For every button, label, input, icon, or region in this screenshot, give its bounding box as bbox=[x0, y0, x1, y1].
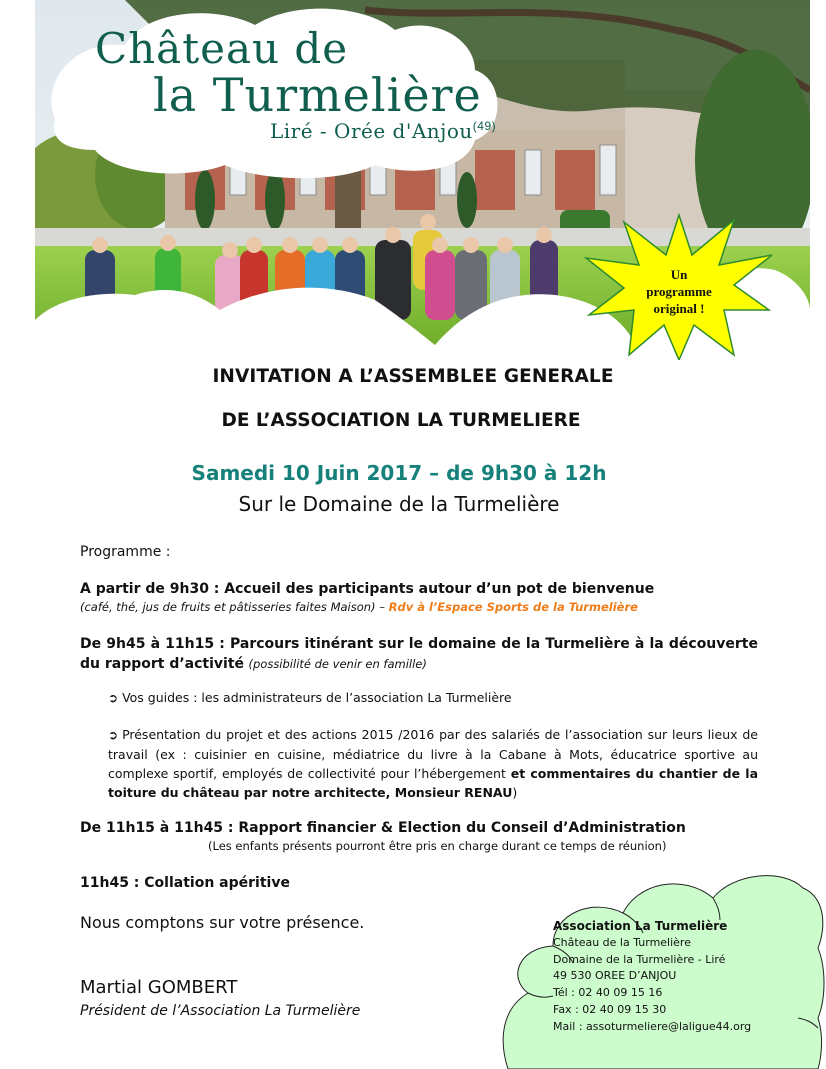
chateau-logo bbox=[95, 24, 497, 143]
welcome-detail: (café, thé, jus de fruits et pâtisseries faites Maison) – bbox=[80, 600, 389, 614]
contact-block bbox=[553, 918, 751, 1036]
arrow-bullet-icon: ➲ bbox=[108, 728, 119, 742]
starburst-line-2: programme bbox=[646, 284, 712, 299]
programme-item-tour bbox=[80, 634, 758, 674]
event-date: Samedi 10 Juin 2017 – de 9h30 à 12h bbox=[191, 461, 607, 485]
bullet-tail: ) bbox=[512, 785, 518, 800]
bullet-guides bbox=[108, 688, 758, 708]
contact-line-3: 49 530 OREE D’ANJOU bbox=[553, 969, 677, 983]
logo-line-3 bbox=[270, 120, 496, 141]
logo-location: Liré - Orée d'Anjou bbox=[270, 119, 473, 143]
programme-item-financial bbox=[80, 819, 758, 855]
contact-phone: Tél : 02 40 09 15 16 bbox=[553, 986, 663, 1000]
programme-item-heading: De 9h45 à 11h15 : Parcours itinérant sur le domaine de la Turmelière à la découverte du rapport d’activité bbox=[80, 636, 758, 672]
programme-item-welcome bbox=[80, 580, 758, 616]
bullet-bold-text: et commentaires du chantier de la toiture du château par notre architecte, Monsieur RENAU bbox=[108, 766, 758, 800]
programme-item-detail bbox=[80, 598, 758, 616]
programme-label: Programme : bbox=[80, 544, 171, 560]
starburst-line-3: original ! bbox=[653, 301, 705, 316]
event-place: Sur le Domaine de la Turmelière bbox=[238, 492, 560, 516]
title-line-2: DE L’ASSOCIATION LA TURMELIERE bbox=[221, 410, 581, 431]
signer-name: Martial GOMBERT bbox=[80, 977, 238, 998]
bullet-presentation bbox=[108, 725, 758, 802]
programme-item-detail: (possibilité de venir en famille) bbox=[248, 657, 427, 671]
starburst-text bbox=[584, 266, 774, 317]
closing-presence: Nous comptons sur votre présence. bbox=[80, 913, 365, 932]
title-line-1: INVITATION A L’ASSEMBLEE GENERALE bbox=[212, 366, 614, 387]
starburst-line-1: Un bbox=[670, 267, 688, 282]
arrow-bullet-icon: ➲ bbox=[108, 691, 119, 705]
signer-role: Président de l’Association La Turmelière bbox=[80, 1003, 361, 1019]
contact-org: Association La Turmelière bbox=[553, 919, 728, 933]
meeting-point-highlight: Rdv à l’Espace Sports de la Turmelière bbox=[388, 600, 638, 614]
bullet-text: Vos guides : les administrateurs de l’association La Turmelière bbox=[122, 690, 512, 705]
contact-email: Mail : assoturmeliere@laligue44.org bbox=[553, 1019, 752, 1033]
contact-fax: Fax : 02 40 09 15 30 bbox=[553, 1002, 667, 1016]
logo-line-1: Château de bbox=[95, 24, 349, 73]
contact-line-2: Domaine de la Turmelière - Liré bbox=[553, 952, 726, 966]
bullet-text: Présentation du projet et des actions 2015 /2016 par des salariés de l’association sur leurs lieux de travail (ex : cuisinier en cuisine, médiatrice du livre à la Cabane à Mots, éducatrice sportive au complexe sportif, employés de collectivité pour l’hébergement bbox=[108, 727, 758, 781]
programme-item-heading: A partir de 9h30 : Accueil des participants autour d’un pot de bienvenue bbox=[80, 581, 655, 597]
programme-item-heading: 11h45 : Collation apéritive bbox=[80, 875, 290, 891]
contact-line-1: Château de la Turmelière bbox=[553, 935, 691, 949]
programme-item-detail: (Les enfants présents pourront être pris en charge durant ce temps de réunion) bbox=[208, 839, 667, 853]
logo-department: (49) bbox=[472, 119, 497, 133]
logo-line-2: la Turmelière bbox=[153, 68, 482, 122]
programme-item-heading: De 11h15 à 11h45 : Rapport financier & Election du Conseil d’Administration bbox=[80, 820, 686, 836]
